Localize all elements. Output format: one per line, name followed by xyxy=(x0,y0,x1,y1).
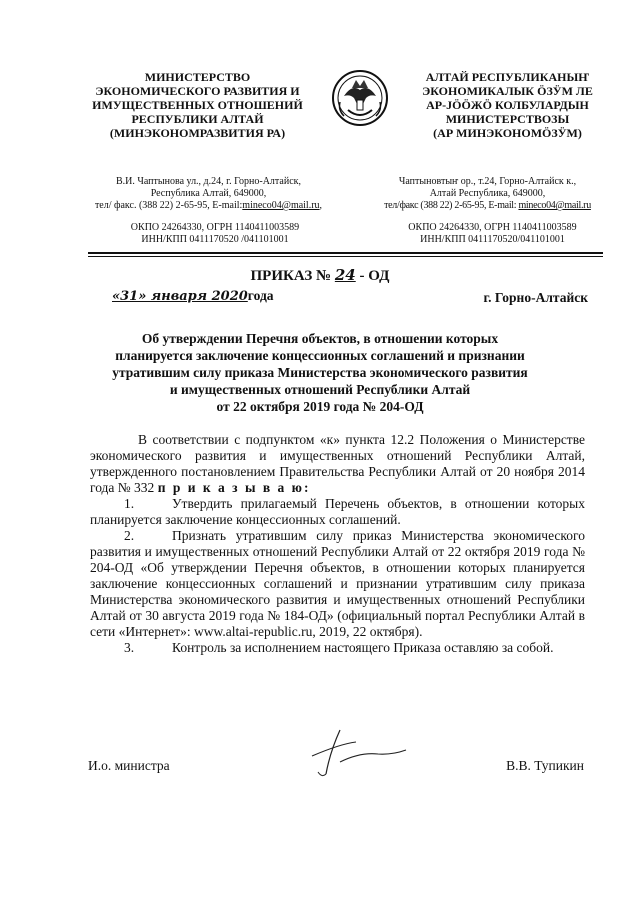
coat-of-arms-emblem xyxy=(330,66,390,130)
header-rule-thick xyxy=(88,252,603,254)
order-subject: Об утверждении Перечня объектов, в отношении которых планируется заключение концессионных соглашений и признании утратившим силу приказа Министерства экономического развития и имущественных отношений Республики Алтай от 22 октября 2019 года № 204-ОД xyxy=(112,331,528,414)
item-3: 3. Контроль за исполнением настоящего Приказа оставляю за собой. xyxy=(124,640,554,655)
email-link[interactable]: mineco04@mail.ru xyxy=(518,200,591,211)
item-1: 1. Утвердить прилагаемый Перечень объектов, в отношении которых планируется заключение концессионных соглашений. xyxy=(90,496,585,527)
address-altai: Чаптыновтыҥ ор., т.24, Горно-Алтайск к., Алтай Республика, 649000, тел/факс (388 22) 2-65-95, E-mail: mineco04@mail.ru xyxy=(384,176,591,211)
item-2: 2. Признать утратившим силу приказ Министерства экономического развития и имущественных отношений Республики Алтай от 22 октября 2019 года № 204-ОД «Об утверждении Перечня объектов, в отношении которых планируется заключение концессионных соглашений и признании утратившим силу приказа Министерства экономического развития и имущественных отношений Республики Алтай от 30 августа 2019 года № 184-ОД» (официальный портал Республики Алтай в сети «Интернет»: www.altai-republic.ru, 2019, 22 октября). xyxy=(90,528,585,639)
order-title: ПРИКАЗ № 24 - ОД xyxy=(250,266,390,284)
order-date: «31» января 2020года xyxy=(112,288,274,304)
order-number: 24 xyxy=(334,266,356,284)
registry-codes-right: ОКПО 24264330, ОГРН 1140411003589 ИНН/КПП 0411170520/041101001 xyxy=(408,222,577,245)
header-rule-thin xyxy=(88,256,603,257)
email-link[interactable]: mineco04@mail.ru xyxy=(242,200,320,211)
ministry-name-russian: МИНИСТЕРСТВО ЭКОНОМИЧЕСКОГО РАЗВИТИЯ И ИМУЩЕСТВЕННЫХ ОТНОШЕНИЙ РЕСПУБЛИКИ АЛТАЙ (МИНЭКОНОМРАЗВИТИЯ РА) xyxy=(92,70,303,140)
registry-codes-left: ОКПО 24264330, ОГРН 1140411003589 ИНН/КПП 0411170520 /041101001 xyxy=(130,222,300,245)
preamble-paragraph: В соответствии с подпунктом «к» пункта 12.2 Положения о Министерстве экономического развития и имущественных отношений Республики Алтай, утвержденного постановлением Правительства Республики Алтай от 20 ноября 2014 года № 332 п р и к а з ы в а ю: xyxy=(90,432,585,495)
signatory-name: В.В. Тупикин xyxy=(506,758,584,773)
order-body xyxy=(90,432,585,656)
signatory-position: И.о. министра xyxy=(88,758,170,773)
ministry-name-altai: АЛТАЙ РЕСПУБЛИКАНЫҤ ЭКОНОМИКАЛЫК ӦЗӰМ ЛЕ АР-JӦӦЖӦ КОЛБУЛАРДЫН МИНИСТЕРСТВОЗЫ (АР МИНЭКОНОМӦЗӰМ) xyxy=(422,70,593,140)
address-russian: В.И. Чаптынова ул., д.24, г. Горно-Алтайск, Республика Алтай, 649000, тел/ факс. (388 22) 2-65-95, E-mail:mineco04@mail.ru, xyxy=(94,176,323,211)
order-city: г. Горно-Алтайск xyxy=(483,290,588,305)
handwritten-signature xyxy=(300,722,410,782)
